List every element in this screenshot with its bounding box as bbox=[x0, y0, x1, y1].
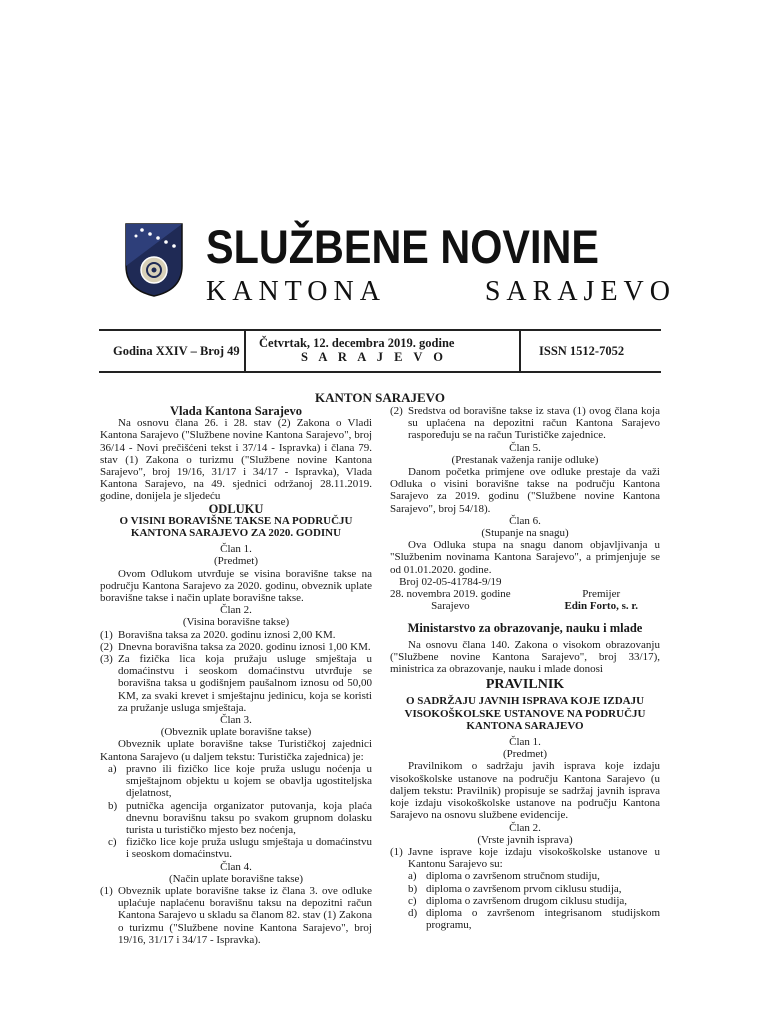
list-item: (1) Boravišna taksa za 2020. godinu iznosi 2,00 KM. bbox=[100, 628, 336, 641]
document-title: O SADRŽAJU JAVNIH ISPRAVA KOJE IZDAJU VISOKOŠKOLSKE USTANOVE NA PODRUČJU KANTONA SARAJEVO bbox=[404, 695, 646, 732]
newspaper-title: SLUŽBENE NOVINE bbox=[206, 220, 599, 273]
section-heading: KANTON SARAJEVO bbox=[315, 390, 445, 405]
list-item: a) pravno ili fizičko lice koje pruža uslugu noćenja u smještajnom objektu u kojem se obavlja ugostiteljska djelatnost, bbox=[108, 762, 372, 800]
issue-date: Četvrtak, 12. decembra 2019. godine bbox=[259, 336, 455, 350]
article-title: Član 1. bbox=[220, 543, 252, 556]
list-item: (1) Javne isprave koje izdaju visokoškolske ustanove u Kantonu Sarajevo su: bbox=[390, 845, 660, 871]
article-subtitle: (Vrste javnih isprava) bbox=[477, 833, 573, 846]
document-title: O VISINI BORAVIŠNE TAKSE NA PODRUČJU KANTONA SARAJEVO ZA 2020. GODINU bbox=[119, 514, 353, 540]
paragraph: Danom početka primjene ove odluke prestaje da važi Odluka o visini boravišne takse na području Kantona Sarajevo za 2019. godinu ("Službene novine Kantona Sarajevo", broj 54/18). bbox=[390, 466, 660, 515]
list-item: b) putnička agencija organizator putovanja, koja plaća dnevnu boravišnu taksu po svakom grupnom dolasku turista u turističko mjesto bez noćenja, bbox=[108, 799, 372, 836]
article-subtitle: (Predmet) bbox=[503, 748, 547, 761]
newspaper-subtitle bbox=[206, 277, 676, 307]
article-title: Član 2. bbox=[220, 604, 252, 617]
signature-left bbox=[390, 576, 511, 613]
right-column bbox=[390, 405, 660, 931]
article-title: Član 6. bbox=[509, 514, 541, 527]
paragraph: Ova Odluka stupa na snagu danom objavljivanja u "Službenim novinama Kantona Sarajevo", a primjenjuje se od 01.01.2020. godine. bbox=[390, 539, 660, 576]
article-subtitle: (Visina boravišne takse) bbox=[182, 616, 290, 629]
organization-heading: Vlada Kantona Sarajevo bbox=[170, 404, 302, 418]
list-item: (3) Za fizička lica koja pružaju usluge smještaja u domaćinstvu i seoskom domaćinstvu utvrđuje se boravišna taksa u godišnjem paušalnom iznosu od 50,00 KM, za svaki krevet i smještajnu jedinicu, koja se koristi za pružanje usluga smještaja. bbox=[100, 653, 372, 714]
document-type: ODLUKU bbox=[208, 501, 264, 516]
article-title: Član 4. bbox=[220, 860, 252, 873]
divider bbox=[244, 331, 246, 371]
left-column bbox=[100, 405, 372, 946]
list-item: b) diploma o završenom prvom ciklusu studija, bbox=[408, 882, 622, 895]
paragraph: Na osnovu člana 26. i 28. stav (2) Zakona o Vladi Kantona Sarajevo ("Službene novine Kantona Sarajevo", broj 36/14 - Novi prečišćeni tekst i 37/14 - Ispravka) i člana 79. stav (1) Zakona o turizmu ("Službene novine Kantona Sarajevo", broj 19/16, 31/17 i 34/17 - Ispravka), Vlada Kantona Sarajevo, na 49. sjednici održanoj 28.11.2019. godine, donijela je sljedeću bbox=[100, 417, 372, 503]
article-subtitle: (Predmet) bbox=[214, 555, 258, 568]
article-title: Član 2. bbox=[509, 821, 541, 834]
paragraph: Ovom Odlukom utvrđuje se visina boravišne takse na području Kantona Sarajevo za 2020. godinu, obveznik uplate boravišne takse i način uplate boravišne takse. bbox=[100, 567, 372, 605]
issue-date-block bbox=[259, 336, 539, 364]
document-type: PRAVILNIK bbox=[485, 677, 565, 693]
canton-sarajevo-coat-of-arms-icon bbox=[124, 222, 184, 298]
document-city: Sarajevo bbox=[431, 600, 470, 613]
organization-heading: Ministarstvo za obrazovanje, nauku i mlade bbox=[407, 621, 643, 636]
list-item: c) diploma o završenom drugom ciklusu studija, bbox=[408, 894, 628, 907]
signature-block bbox=[390, 576, 660, 613]
article-title: Član 3. bbox=[220, 714, 252, 727]
paragraph: Pravilnikom o sadržaju javih isprava koje izdaju visokoškolske ustanove na području Kantona Sarajevo (u daljem tekstu: Pravilnik) propisuje se sadržaj javnih isprava koje izdaju visokoškolske ustanove na području Kantona Sarajevo na osnovu službene evidencije. bbox=[390, 760, 660, 822]
subtitle-word: KANTONA bbox=[206, 276, 386, 307]
list-item: (2) Dnevna boravišna taksa za 2020. godinu iznosi 1,00 KM. bbox=[100, 640, 371, 653]
subtitle-word: SARAJEVO bbox=[484, 276, 676, 307]
divider bbox=[519, 331, 521, 371]
list-item: a) diploma o završenom stručnom studiju, bbox=[408, 870, 600, 883]
document-date: 28. novembra 2019. godine bbox=[390, 588, 511, 601]
issue-info-bar bbox=[99, 329, 661, 373]
article-title: Član 1. bbox=[509, 736, 541, 749]
paragraph: Na osnovu člana 140. Zakona o visokom obrazovanju ("Službene novine Kantona Sarajevo", broj 33/17), ministrica za obrazovanje, nauku i mlade donosi bbox=[390, 638, 660, 676]
document-number: Broj 02-05-41784-9/19 bbox=[399, 575, 502, 588]
list-item: (2) Sredstva od boravišne takse iz stava (1) ovog člana koja su uplaćena na depozitni račun Kantona Sarajevo raspoređuju se na račun Turističke zajednice. bbox=[390, 405, 660, 442]
signer-role: Premijer bbox=[582, 587, 621, 600]
paragraph: Obveznik uplate boravišne takse Turističkoj zajednici Kantona Sarajevo (u daljem tekstu: Turistička zajednica) je: bbox=[100, 738, 372, 763]
issue-city: S A R A J E V O bbox=[301, 350, 448, 364]
signer-name: Edin Forto, s. r. bbox=[564, 600, 638, 613]
article-subtitle: (Način uplate boravišne takse) bbox=[168, 872, 304, 885]
issue-number: Godina XXIV – Broj 49 bbox=[113, 344, 240, 358]
article-subtitle: (Prestanak važenja ranije odluke) bbox=[451, 453, 599, 466]
list-item: d) diploma o završenom integrisanom studijskom programu, bbox=[408, 906, 660, 932]
article-subtitle: (Obveznik uplate boravišne takse) bbox=[160, 726, 312, 739]
article-title: Član 5. bbox=[509, 441, 541, 454]
issn: ISSN 1512-7052 bbox=[539, 344, 625, 358]
list-item: (1) Obveznik uplate boravišne takse iz člana 3. ove odluke uplaćuje naplaćenu boravišnu taksu na depozitni račun Kantona Sarajevo u skladu sa članom 82. stav (1) Zakona o turizmu ("Službene novine Kantona Sarajevo", broj 19/16, 31/17 i 34/17 - Ispravka). bbox=[100, 884, 372, 946]
article-subtitle: (Stupanje na snagu) bbox=[481, 527, 569, 540]
list-item: c) fizičko lice koje pruža uslugu smještaja u domaćinstvu i seoskom domaćinstvu. bbox=[108, 836, 372, 861]
signature-right bbox=[564, 576, 660, 613]
